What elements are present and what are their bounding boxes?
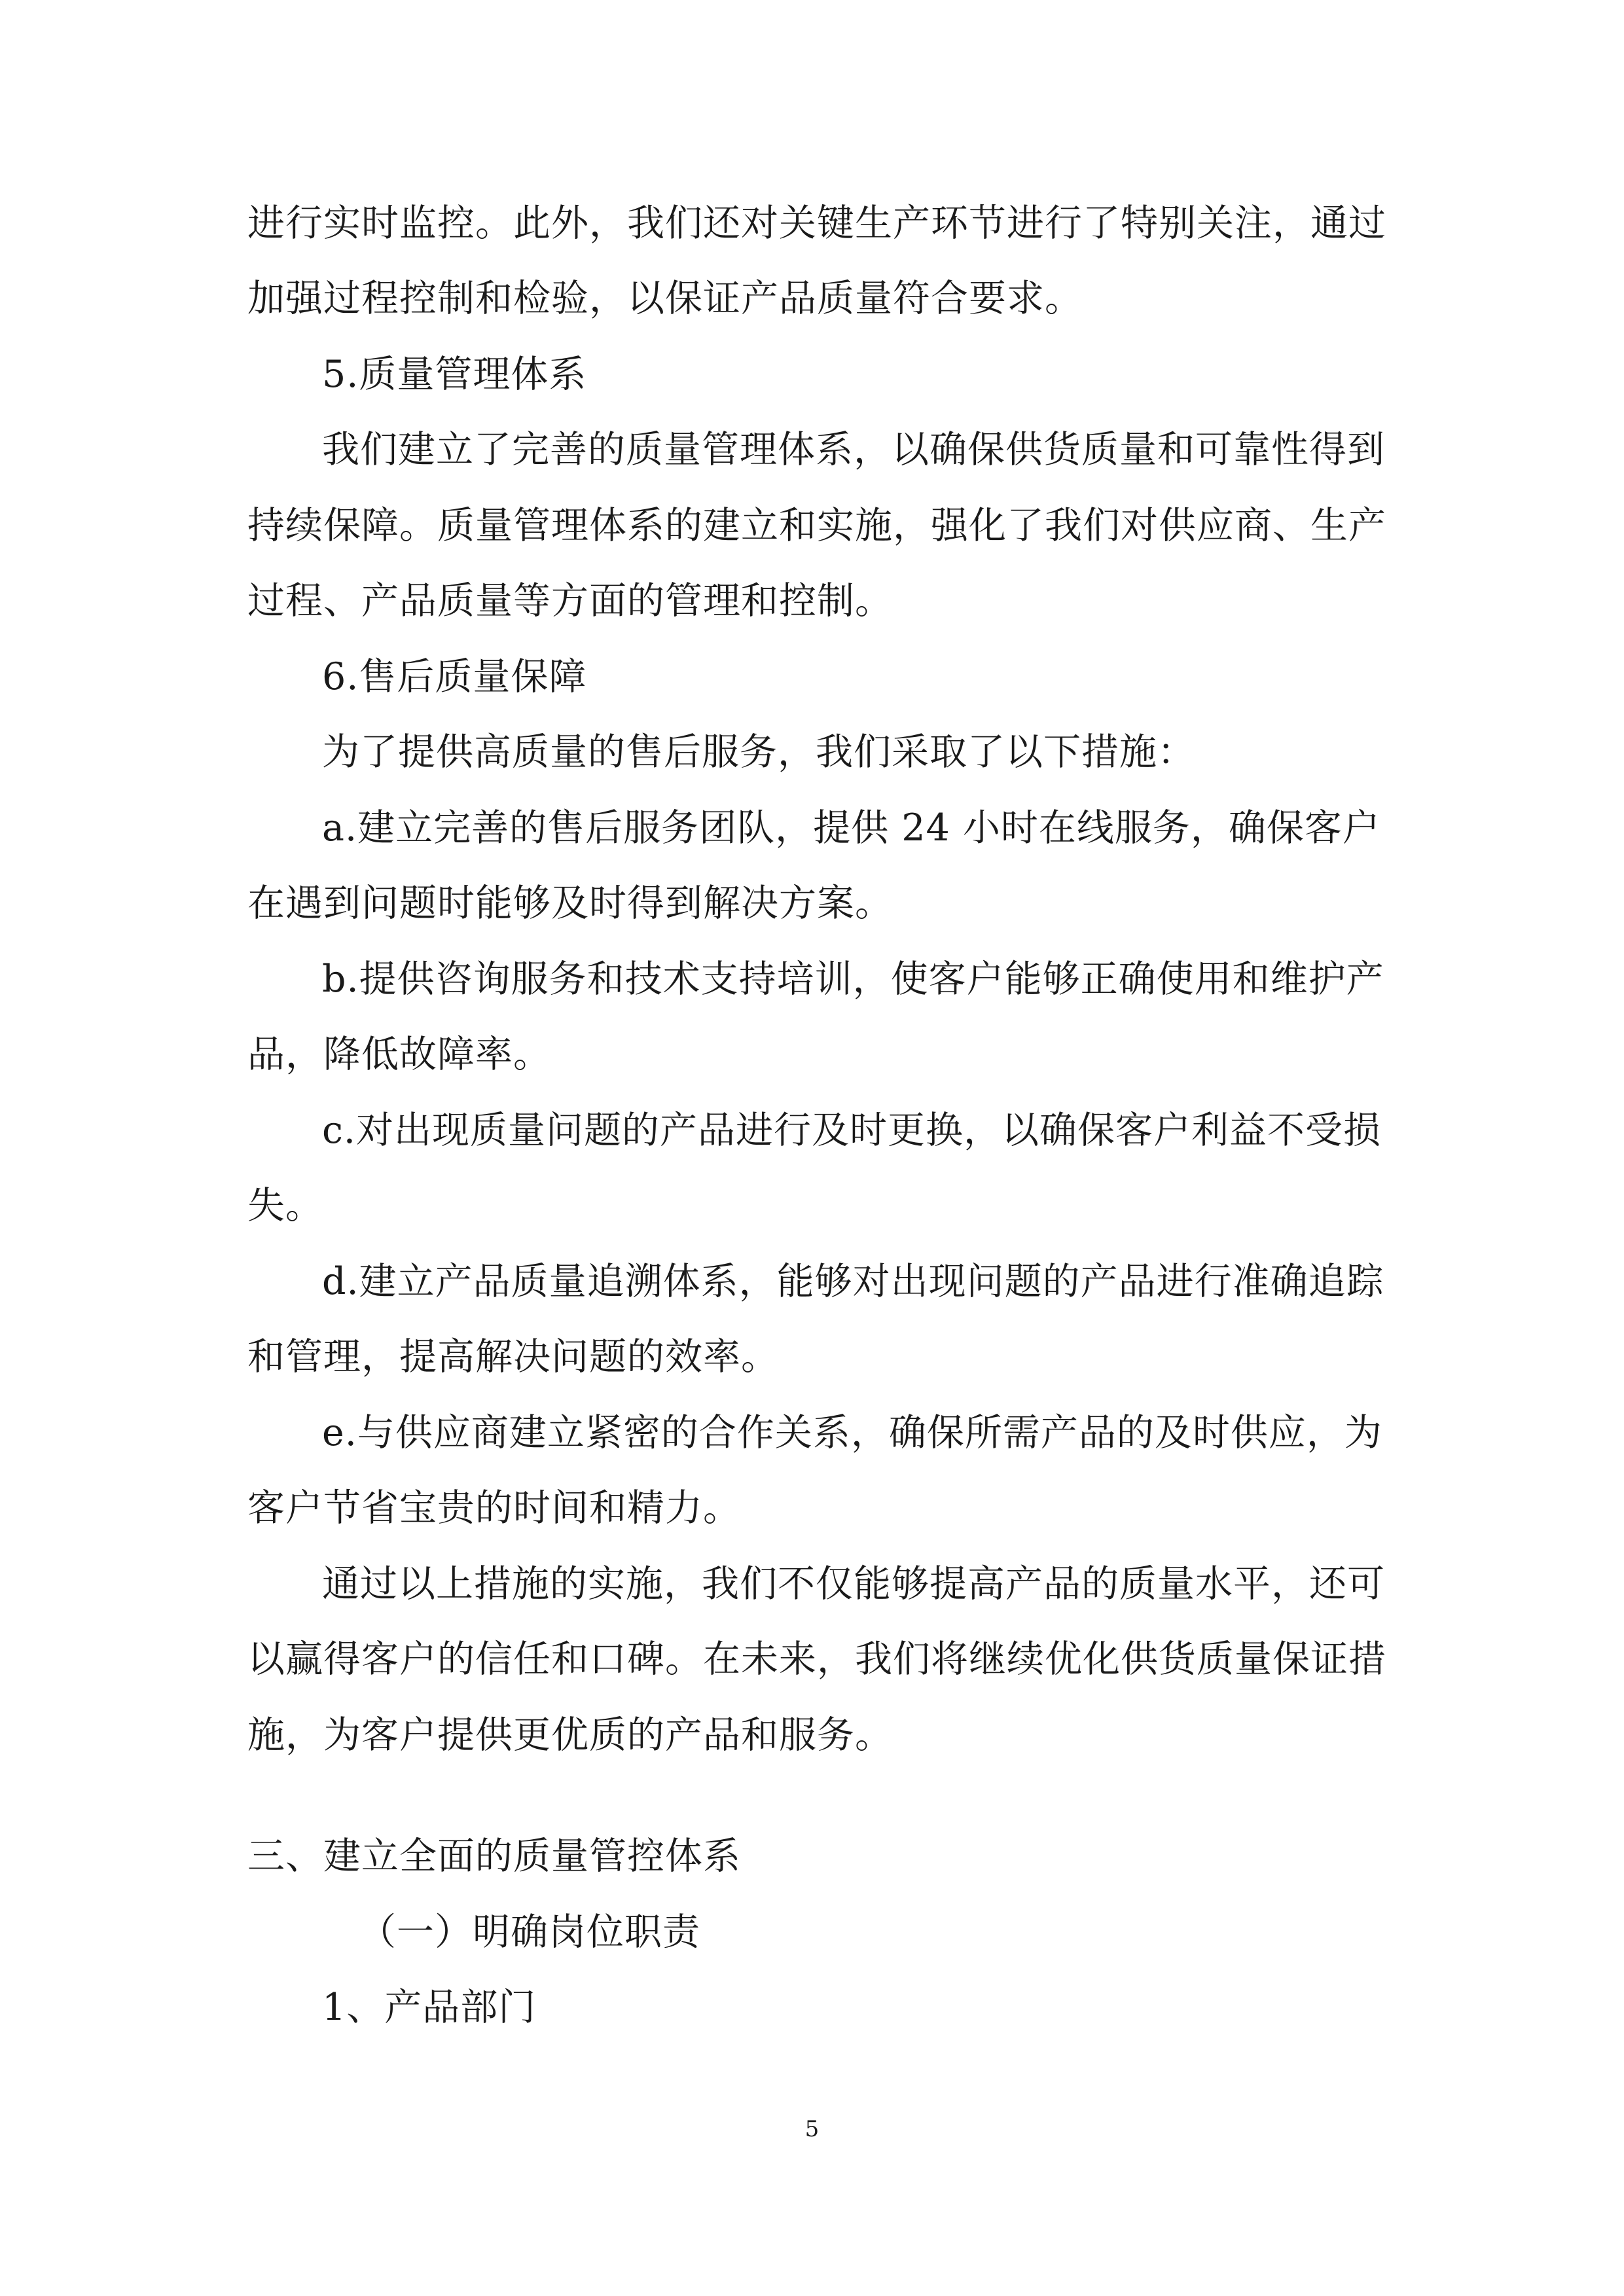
body-text-line: 以赢得客户的信任和口碑。在未来，我们将继续优化供货质量保证措: [247, 1638, 1386, 1681]
list-item-line: a.建立完善的售后服务团队，提供 24 小时在线服务，确保客户: [322, 806, 1380, 850]
body-text-line: 加强过程控制和检验，以保证产品质量符合要求。: [247, 277, 1083, 320]
list-item-line: d.建立产品质量追溯体系，能够对出现问题的产品进行准确追踪: [322, 1260, 1384, 1303]
section-heading: 6.售后质量保障: [322, 655, 587, 698]
list-item-line: 客户节省宝贵的时间和精力。: [247, 1486, 741, 1530]
body-text-line: 进行实时监控。此外，我们还对关键生产环节进行了特别关注，通过: [247, 202, 1386, 245]
page-number: 5: [804, 2116, 820, 2142]
list-item-line: c.对出现质量问题的产品进行及时更换，以确保客户利益不受损: [322, 1109, 1382, 1152]
list-item-line: 品，降低故障率。: [247, 1033, 551, 1076]
list-item-line: 失。: [247, 1184, 323, 1227]
subsection-heading: 1、产品部门: [322, 1986, 537, 2029]
body-text-line: 过程、产品质量等方面的管理和控制。: [247, 579, 893, 622]
body-text-line: 通过以上措施的实施，我们不仅能够提高产品的质量水平，还可: [322, 1562, 1385, 1605]
body-text-line: 为了提供高质量的售后服务，我们采取了以下措施：: [322, 730, 1195, 774]
list-item-line: b.提供咨询服务和技术支持培训，使客户能够正确使用和维护产: [322, 958, 1384, 1001]
list-item-line: e.与供应商建立紧密的合作关系，确保所需产品的及时供应，为: [322, 1411, 1382, 1454]
body-text-line: 施，为客户提供更优质的产品和服务。: [247, 1713, 893, 1757]
section-heading: 5.质量管理体系: [322, 353, 587, 396]
chapter-heading: 三、建立全面的质量管控体系: [247, 1835, 741, 1878]
subsection-heading: （一）明确岗位职责: [359, 1910, 700, 1954]
list-item-line: 和管理，提高解决问题的效率。: [247, 1335, 779, 1378]
list-item-line: 在遇到问题时能够及时得到解决方案。: [247, 882, 893, 925]
body-text-line: 持续保障。质量管理体系的建立和实施，强化了我们对供应商、生产: [247, 504, 1386, 547]
body-text-line: 我们建立了完善的质量管理体系，以确保供货质量和可靠性得到: [322, 428, 1385, 471]
